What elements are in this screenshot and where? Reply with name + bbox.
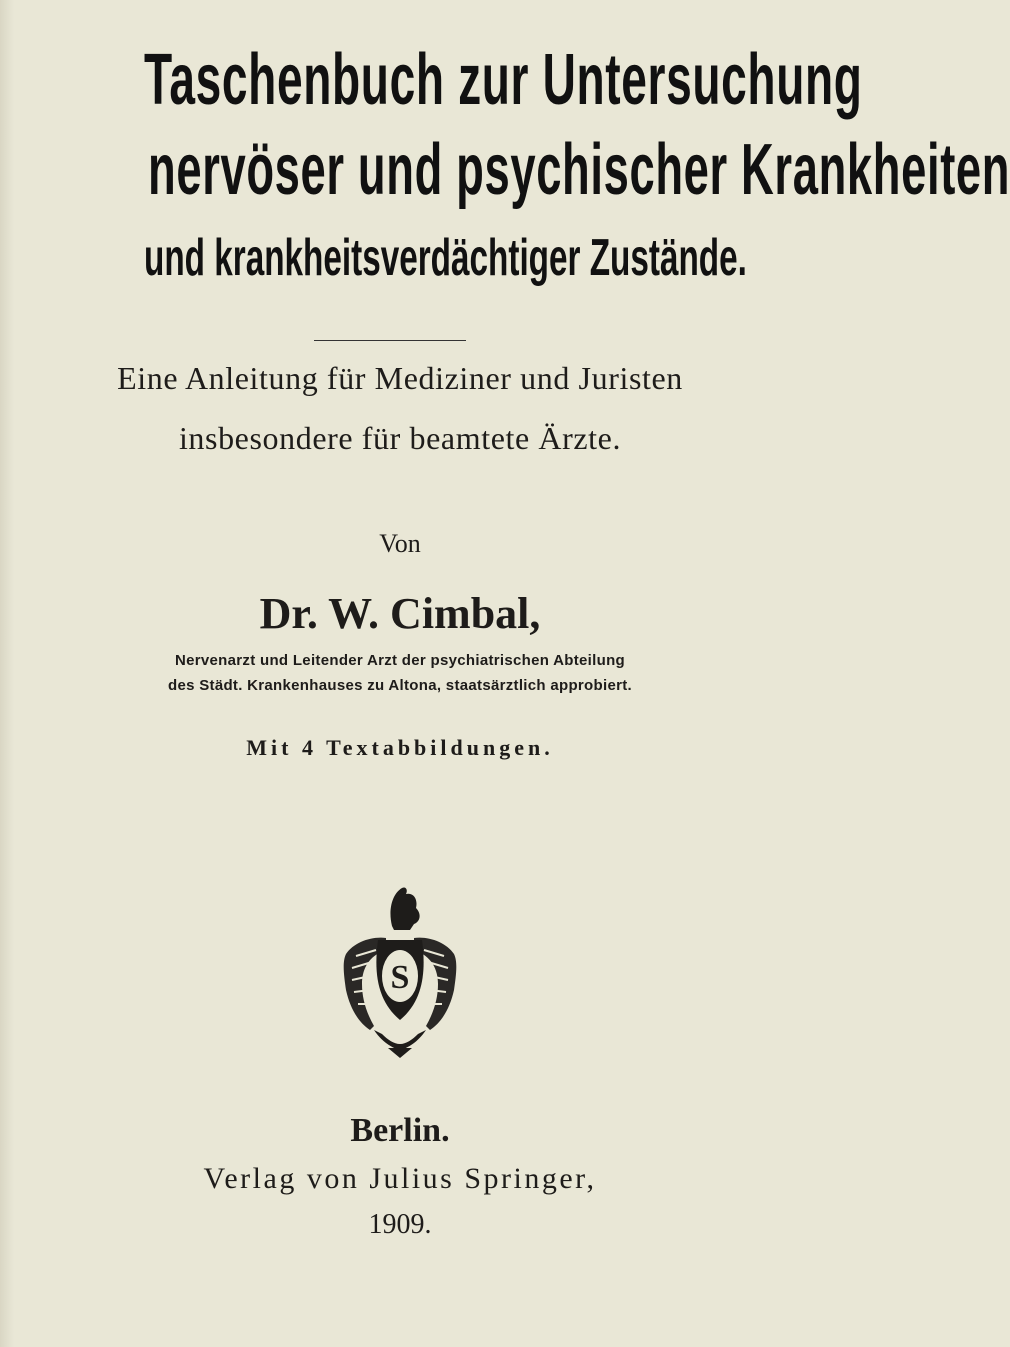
svg-text:S: S: [390, 959, 410, 996]
title-divider: [314, 340, 466, 341]
title-line-2: nervöser und psychischer Krankheiten: [148, 130, 1010, 210]
imprint-publisher: Verlag von Julius Springer,: [203, 1162, 597, 1195]
title-line-3: und krankheitsverdächtiger Zustände.: [144, 229, 747, 287]
imprint-city: Berlin.: [350, 1112, 450, 1149]
springer-chess-knight-icon: [332, 880, 468, 1060]
author-credentials-line-2: des Städt. Krankenhauses zu Altona, staatsärztlich approbiert.: [168, 677, 632, 694]
author-credentials-line-1: Nervenarzt und Leitender Arzt der psychiatrischen Abteilung: [174, 652, 625, 669]
imprint-year: 1909.: [368, 1209, 432, 1240]
subtitle-line-1: Eine Anleitung für Mediziner und Juristen: [117, 360, 683, 396]
title-line-1: Taschenbuch zur Untersuchung: [144, 40, 863, 120]
subtitle-line-2: insbesondere für beamtete Ärzte.: [178, 420, 622, 456]
author-name: Dr. W. Cimbal,: [259, 589, 541, 638]
byline: Von: [379, 529, 421, 558]
illustrations-note: Mit 4 Textabbildungen.: [246, 735, 554, 760]
